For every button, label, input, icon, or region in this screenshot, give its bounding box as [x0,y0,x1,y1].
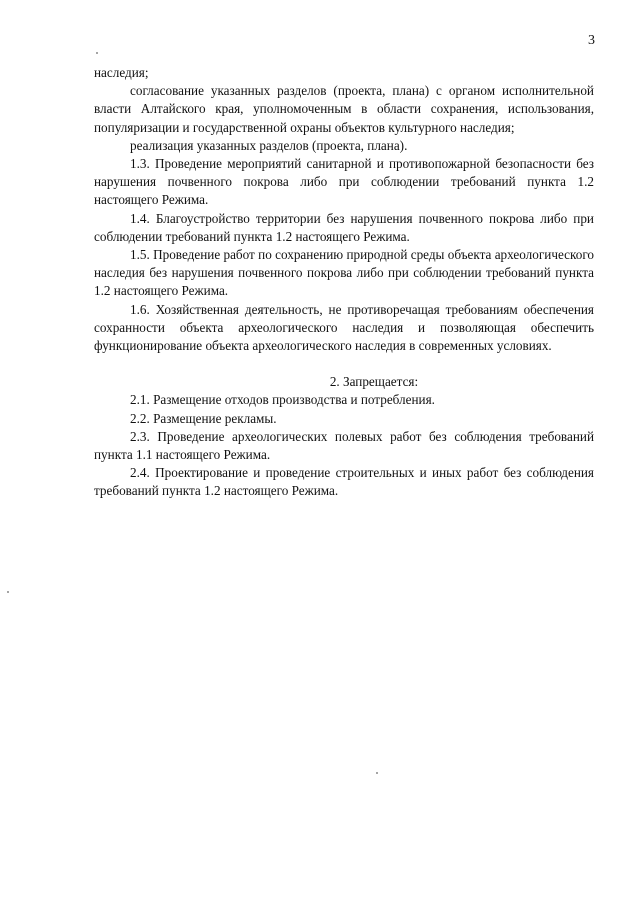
paragraph-continuation: наследия; [94,65,149,80]
paragraph-1-3: 1.3. Проведение мероприятий санитарной и противопожарной безопасности без нарушения почвенного покрова либо при соблюдении требований пункта 1.2 настоящего Режима. [94,156,594,208]
paragraph-implementation: реализация указанных разделов (проекта, плана). [130,137,408,153]
document-body [94,64,594,501]
prohibited-item-2-1: 2.1. Размещение отходов производства и потребления. [130,392,435,408]
scan-speck [96,52,98,54]
page-number: 3 [588,33,595,48]
paragraph-1-6: 1.6. Хозяйственная деятельность, не противоречащая требованиям обеспечения сохранности объекта археологического наследия и позволяющая обеспечить функционирование объекта археологического наследия в современных условиях. [94,301,594,354]
paragraph-1-4: 1.4. Благоустройство территории без нарушения почвенного покрова либо при соблюдении требований пункта 1.2 настоящего Режима. [94,210,594,244]
paragraph-approval: согласование указанных разделов (проекта, плана) с органом исполнительной власти Алтайского края, уполномоченным в области сохранения, использования, популяризации и государственной охраны объектов культурного наследия; [94,83,594,135]
scan-speck [376,772,378,774]
scan-speck [7,591,9,593]
prohibited-item-2-4: 2.4. Проектирование и проведение строительных и иных работ без соблюдения требований пункта 1.2 настоящего Режима. [94,465,594,499]
paragraph-1-5: 1.5. Проведение работ по сохранению природной среды объекта археологического наследия без нарушения почвенного покрова либо при соблюдении требований пункта 1.2 настоящего Режима. [94,247,594,299]
section-heading: 2. Запрещается: [329,374,419,390]
prohibited-item-2-3: 2.3. Проведение археологических полевых работ без соблюдения требований пункта 1.1 настоящего Режима. [94,428,594,463]
prohibited-item-2-2: 2.2. Размещение рекламы. [130,410,277,426]
